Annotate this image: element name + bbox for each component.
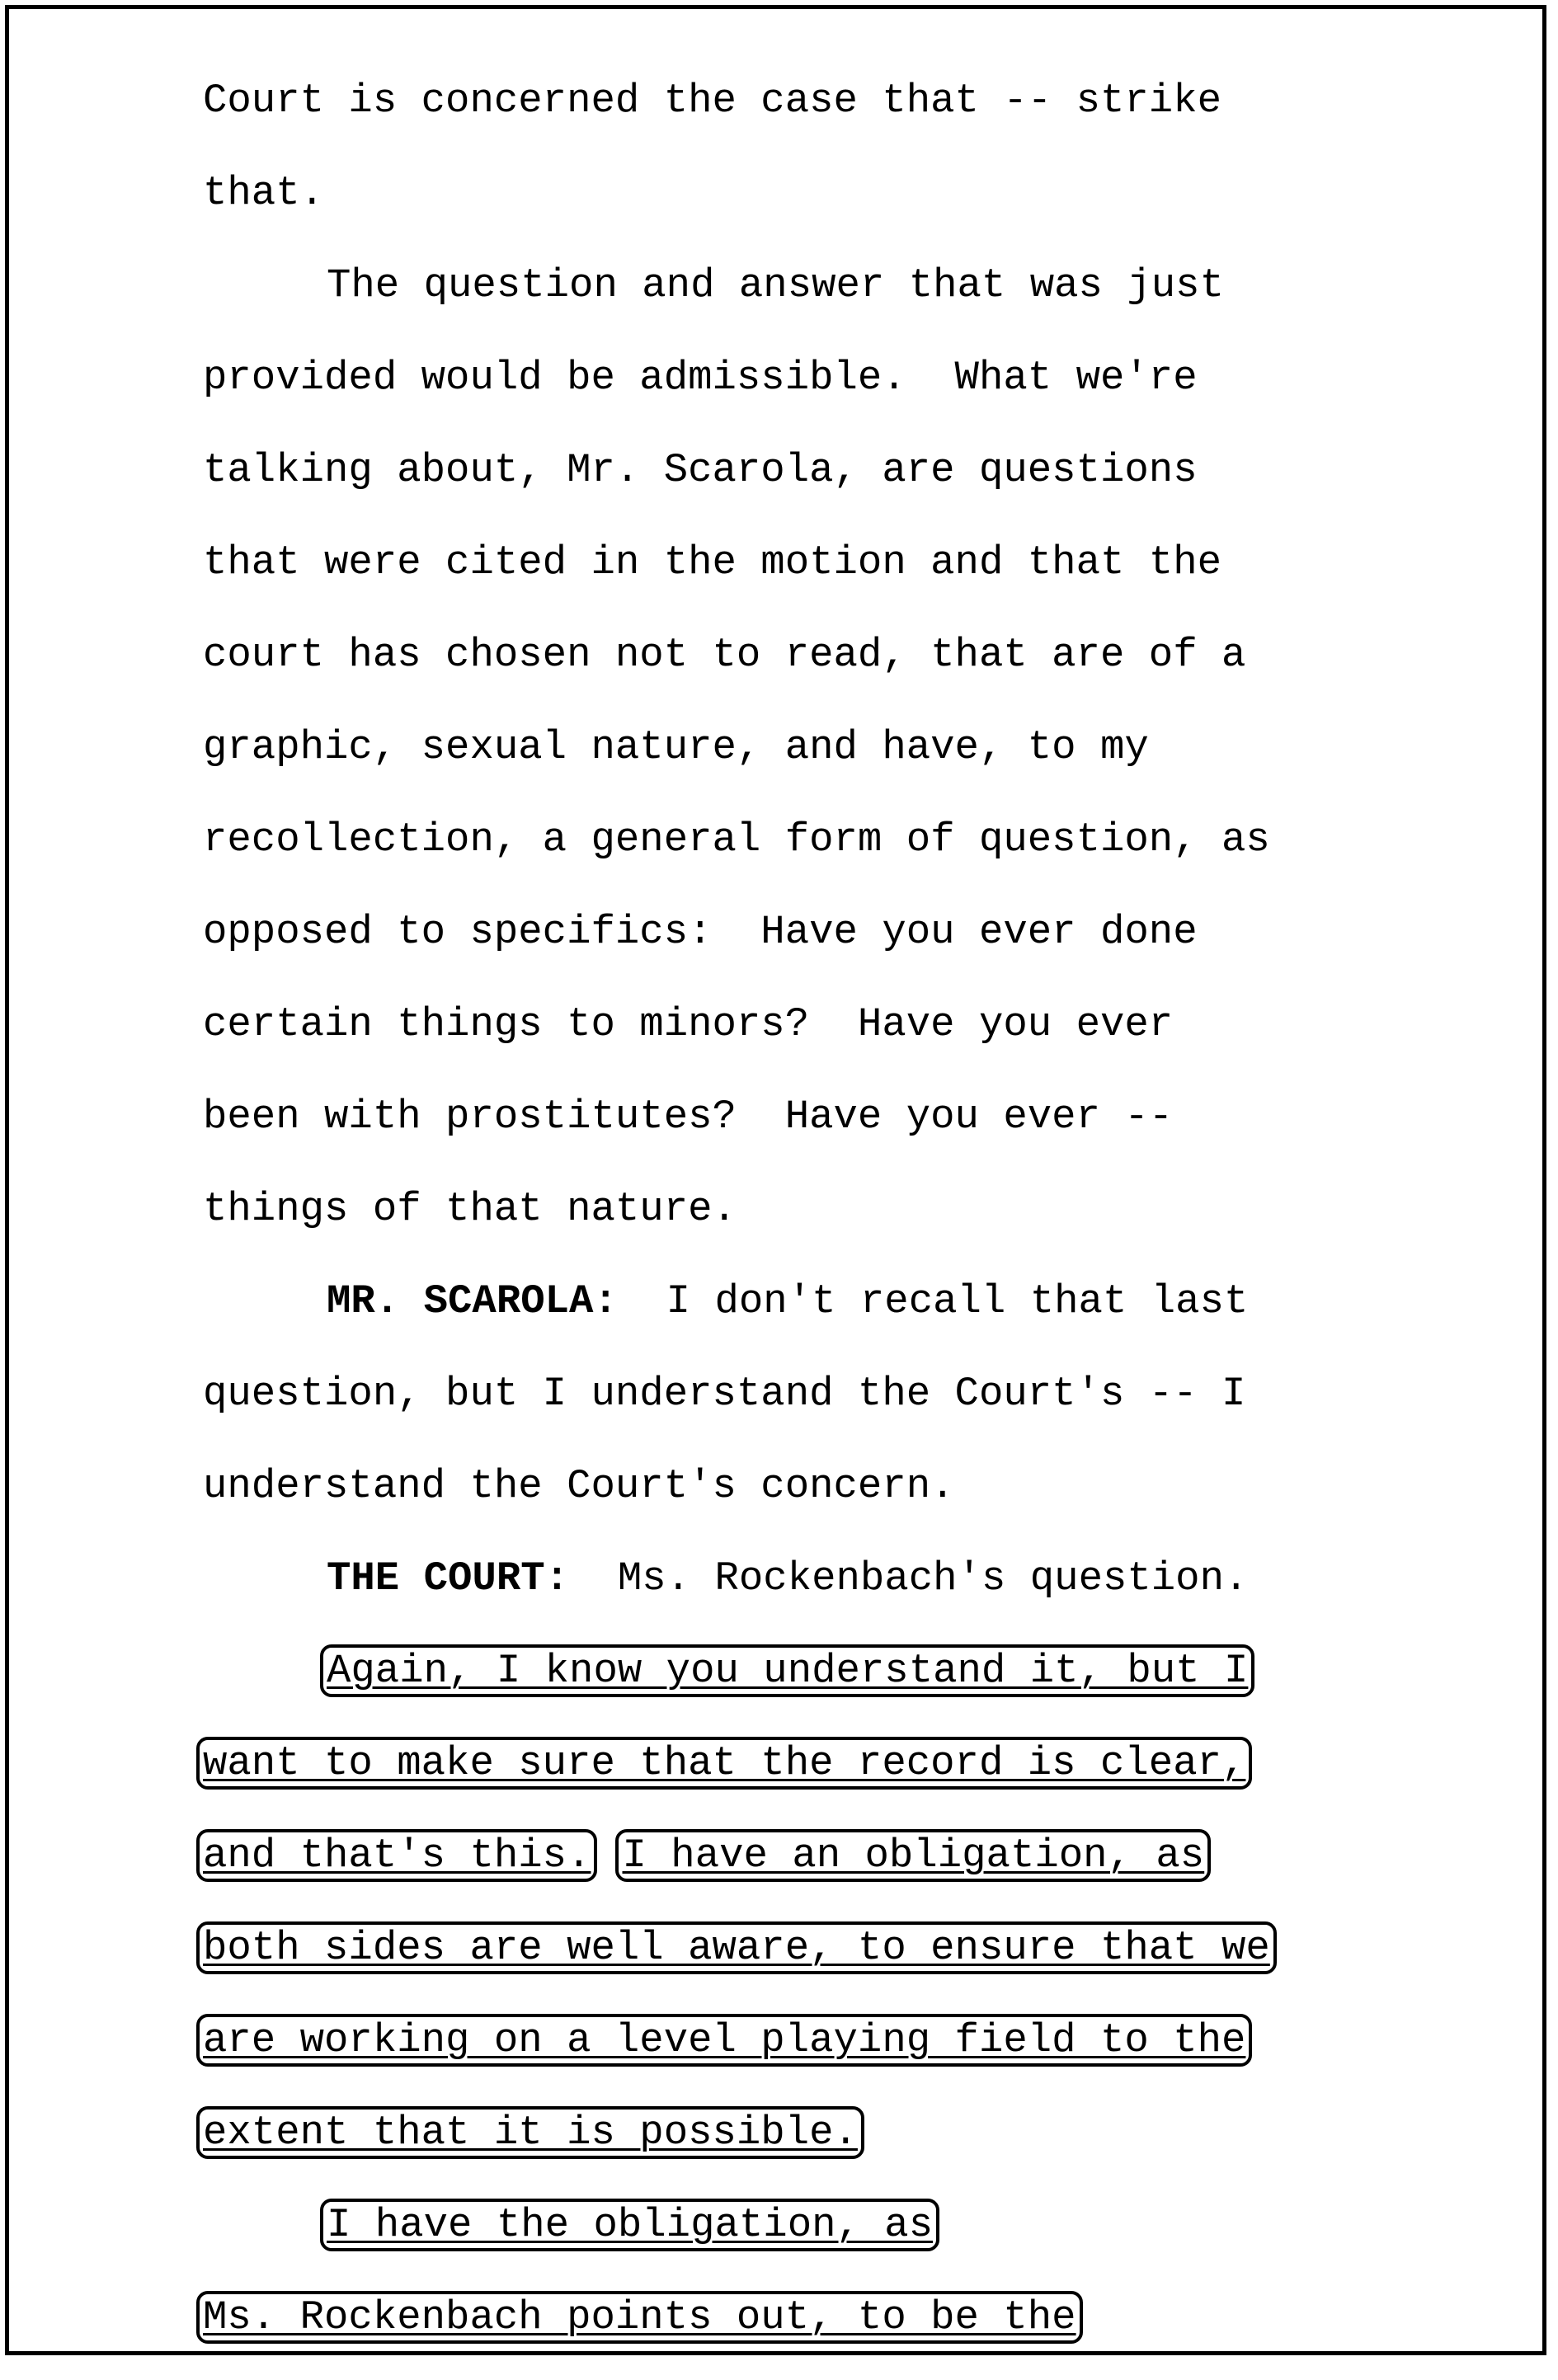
speaker-label: THE COURT: [327, 1555, 570, 1602]
transcript-line [203, 1456, 1374, 1549]
line-text: court has chosen not to read, that are of a [203, 632, 1246, 678]
transcript-line [203, 810, 1374, 902]
line-text: that were cited in the motion and that the [203, 539, 1222, 586]
line-text: understand the Court's concern. [203, 1463, 955, 1509]
transcript-line [203, 2011, 1374, 2103]
highlighted-text: Again, I know you understand it, but I [320, 1644, 1254, 1697]
highlighted-text: are working on a level playing field to the [196, 2014, 1252, 2067]
transcript-line [203, 1272, 1374, 1364]
transcript-page [203, 71, 1374, 2380]
line-text: certain things to minors? Have you ever [203, 1001, 1174, 1047]
line-text: Ms. Rockenbach's question. [569, 1555, 1249, 1602]
transcript-line [203, 533, 1374, 625]
transcript-line [203, 1733, 1374, 1826]
transcript-line [203, 163, 1374, 256]
highlighted-text: I have an obligation, as [615, 1829, 1211, 1882]
line-text: graphic, sexual nature, and have, to my [203, 724, 1149, 770]
line-text: provided would be admissible. What we're [203, 355, 1198, 401]
highlighted-text: and that's this. [196, 1829, 597, 1882]
line-text: things of that nature. [203, 1186, 737, 1232]
transcript-line [203, 717, 1374, 810]
line-text: I don't recall that last [617, 1278, 1249, 1324]
transcript-line [203, 995, 1374, 1087]
transcript-line [203, 625, 1374, 717]
transcript-line [203, 348, 1374, 440]
line-text: Court is concerned the case that -- strike [203, 78, 1222, 124]
highlighted-text: both sides are well aware, to ensure that we [196, 1921, 1277, 1974]
transcript-line [203, 2103, 1374, 2195]
transcript-line [203, 1364, 1374, 1456]
transcript-line [203, 1918, 1374, 2011]
transcript-line [203, 256, 1374, 348]
transcript-line [203, 2288, 1374, 2380]
transcript-line [203, 1087, 1374, 1179]
highlighted-text: extent that it is possible. [196, 2106, 864, 2159]
speaker-label: MR. SCAROLA: [327, 1278, 618, 1324]
line-text: question, but I understand the Court's -- I [203, 1371, 1246, 1417]
transcript-line [203, 1826, 1374, 1918]
line-text: opposed to specifics: Have you ever done [203, 909, 1198, 955]
line-text: been with prostitutes? Have you ever -- [203, 1094, 1174, 1140]
highlighted-text: I have the obligation, as [320, 2199, 939, 2251]
line-text: talking about, Mr. Scarola, are questions [203, 447, 1198, 493]
line-text: recollection, a general form of question, as [203, 816, 1270, 863]
transcript-line [203, 2195, 1374, 2288]
transcript-line [203, 440, 1374, 533]
transcript-line [203, 71, 1374, 163]
transcript-line [203, 1179, 1374, 1272]
line-text: The question and answer that was just [327, 262, 1224, 308]
transcript-line [203, 1641, 1374, 1733]
highlighted-text: want to make sure that the record is clear, [196, 1737, 1252, 1790]
line-text: that. [203, 170, 325, 216]
highlighted-text: Ms. Rockenbach points out, to be the [196, 2291, 1083, 2344]
transcript-line [203, 902, 1374, 995]
transcript-line [203, 1549, 1374, 1641]
